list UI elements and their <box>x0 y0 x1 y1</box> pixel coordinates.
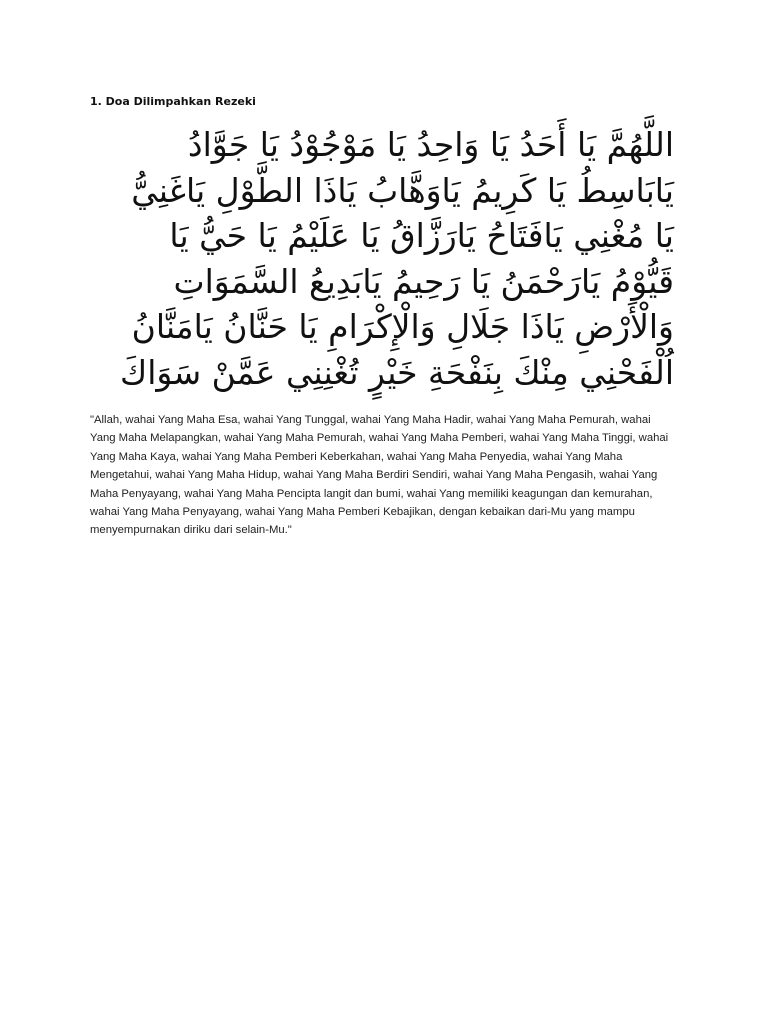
arabic-line: وَالْأَرْضِ يَاذَا جَلَالِ وَالْإِكْرَامِ يَا حَنَّانُ يَامَنَّانُ <box>131 307 674 346</box>
arabic-line: اللَّهُمَّ يَا أَحَدُ يَا وَاحِدُ يَا مَوْجُوْدُ يَا جَوَّادُ <box>187 125 674 164</box>
arabic-prayer-text <box>90 122 674 395</box>
arabic-line: يَابَاسِطُ يَا كَرِيمُ يَاوَهَّابُ يَاذَا الطَّوْلِ يَاغَنِيُّ <box>131 170 674 210</box>
arabic-line: اُلْفَحْنِي مِنْكَ بِنَفْحَةِ خَيْرٍ تُغْنِنِي عَمَّنْ سَوَاكَ <box>120 352 674 392</box>
document-body <box>90 94 674 540</box>
section-heading: 1. Doa Dilimpahkan Rezeki <box>90 95 256 108</box>
arabic-line: قَيُّوْمُ يَارَحْمَنُ يَا رَحِيمُ يَابَدِيعُ السَّمَوَاتِ <box>173 261 674 301</box>
translation-paragraph: "Allah, wahai Yang Maha Esa, wahai Yang Tunggal, wahai Yang Maha Hadir, wahai Yang Maha Pemurah, wahai Yang Maha Melapangkan, wahai Yang Maha Pemurah, wahai Yang Maha Pemberi, wahai Yang Maha Tinggi, wahai Yang Maha Kaya, wahai Yang Maha Pemberi Keberkahan, wahai Yang Maha Penyedia, wahai Yang Maha Mengetahui, wahai Yang Maha Hidup, wahai Yang Maha Berdiri Sendiri, wahai Yang Maha Pengasih, wahai Yang Maha Penyayang, wahai Yang Maha Pencipta langit dan bumi, wahai Yang memiliki keagungan dan kemurahan, wahai Yang Maha Penyayang, wahai Yang Maha Pemberi Kebajikan, dengan kebaikan dari-Mu yang mampu menyempurnakan diriku dari selain-Mu." <box>90 414 669 537</box>
arabic-line: يَا مُغْنِي يَافَتَاحُ يَارَزَّاقُ يَا عَلَيْمُ يَا حَيُّ يَا <box>169 216 674 255</box>
